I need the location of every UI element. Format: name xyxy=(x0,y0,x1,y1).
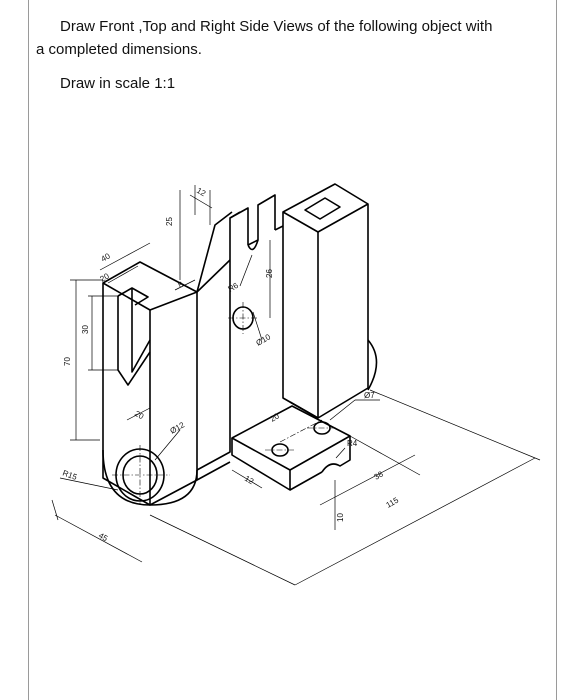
dimension-lines xyxy=(52,185,540,585)
diameter-7: Ø7 xyxy=(364,391,375,400)
dim-20-block: 20 xyxy=(268,411,281,424)
dim-45: 45 xyxy=(97,530,110,544)
dim-12-top: 12 xyxy=(195,185,208,199)
dim-20-top: 20 xyxy=(98,271,111,284)
radius-r4: R4 xyxy=(347,439,358,448)
dim-20-boss: 20 xyxy=(133,408,146,422)
dim-25: 25 xyxy=(165,217,174,226)
dim-10: 10 xyxy=(336,513,345,522)
diameter-12: Ø12 xyxy=(168,420,187,436)
dim-8: 8 xyxy=(176,279,185,290)
dim-26: 26 xyxy=(265,269,274,278)
dimension-labels xyxy=(61,186,400,544)
dim-40: 40 xyxy=(99,251,112,264)
question-line-2: a completed dimensions. xyxy=(36,41,202,58)
radius-r15: R15 xyxy=(61,468,79,482)
dim-30: 30 xyxy=(81,325,90,334)
diameter-10: Ø10 xyxy=(254,332,273,348)
dim-12-bottom: 12 xyxy=(243,473,256,487)
question-line-1: Draw Front ,Top and Right Side Views of the following object with xyxy=(60,18,493,35)
dim-38: 38 xyxy=(372,469,385,482)
dim-70: 70 xyxy=(63,357,72,366)
scale-instruction: Draw in scale 1:1 xyxy=(60,75,176,92)
middle-slotted-wall xyxy=(228,195,283,420)
dim-115: 115 xyxy=(384,495,401,510)
right-upright-block xyxy=(283,184,368,418)
radius-r6: R6 xyxy=(226,280,240,294)
